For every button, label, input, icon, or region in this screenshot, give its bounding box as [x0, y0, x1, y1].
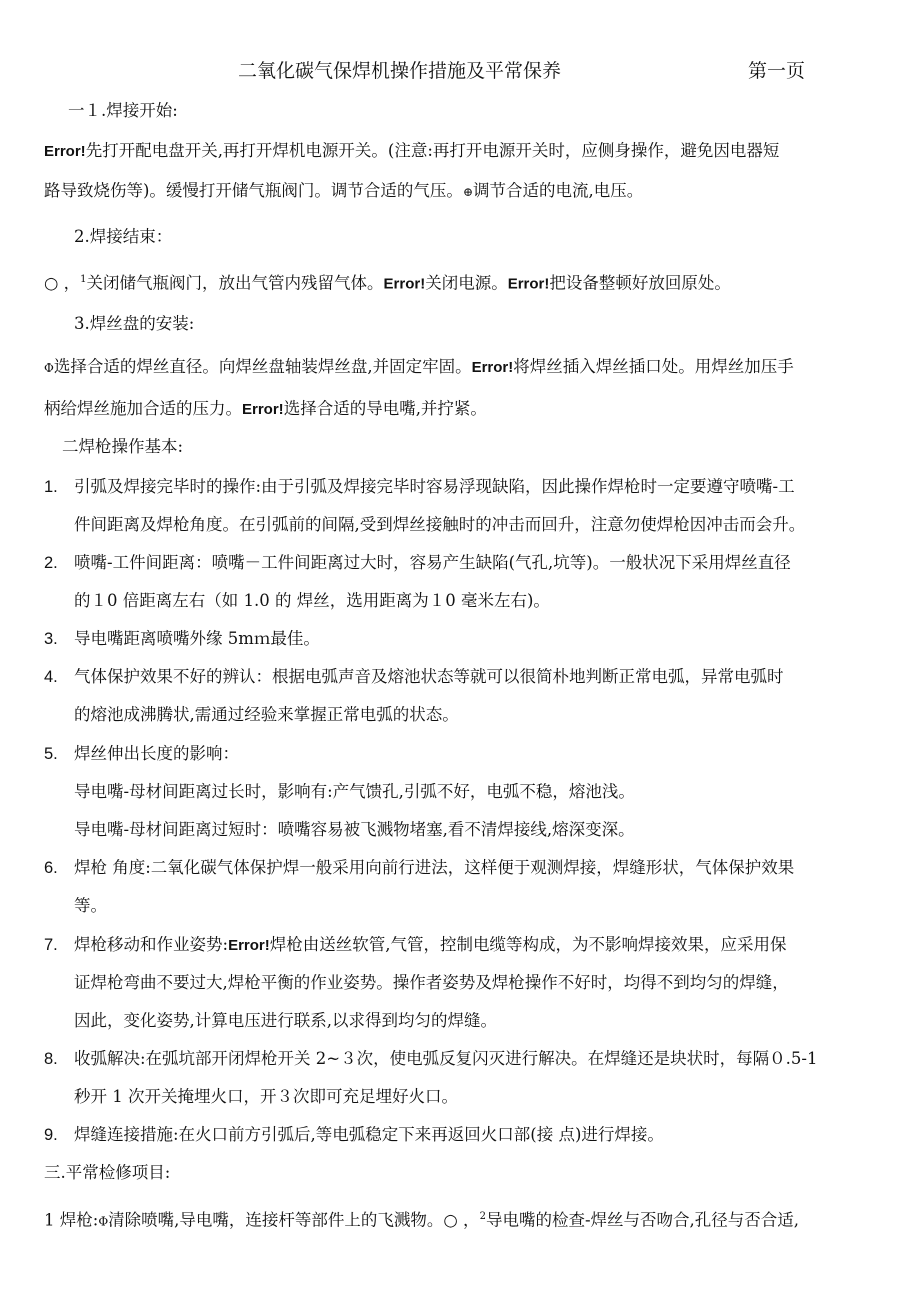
paragraph-spool-line2	[44, 399, 487, 420]
document-title: 二氧化碳气保焊机操作措施及平常保养	[238, 60, 562, 82]
paragraph-start-line1	[44, 141, 779, 162]
paragraph-text: 选择合适的导电嘴,并拧紧。	[283, 399, 487, 418]
paragraph-text: 1 焊枪:	[44, 1210, 99, 1230]
list-number: 7.	[44, 936, 58, 954]
paragraph-text: 将焊丝插入焊丝插口处。用焊丝加压手	[513, 357, 794, 376]
paragraph-text: 先打开配电盘开关,再打开焊机电源开关。(注意:再打开电源开关时，应侧身操作，避免因电器短	[85, 141, 780, 160]
list-item-text: 导电嘴-母材间距离过长时，影响有:产气馈孔,引弧不好，电弧不稳，熔池浅。	[74, 782, 635, 801]
page-label: 第一页	[748, 60, 806, 82]
paragraph-torch-maintenance	[44, 1207, 799, 1232]
phi-symbol-icon: Φ	[44, 361, 54, 375]
list-number: 9.	[44, 1126, 58, 1144]
paragraph-spool-line1	[44, 357, 794, 378]
list-number: 1.	[44, 478, 58, 496]
list-item-text	[74, 935, 787, 956]
section-heading-maintenance: 三.平常检修项目:	[44, 1163, 171, 1182]
list-number: 8.	[44, 1050, 58, 1068]
circle-marker-icon: ○ ，	[443, 1210, 480, 1230]
list-item-text: 证焊枪弯曲不要过大,焊枪平衡的作业姿势。操作者姿势及焊枪操作不好时，均得不到均匀的焊缝，	[74, 973, 789, 992]
subheading-welding-start: 一１.焊接开始:	[68, 101, 178, 120]
phi-symbol-icon: Φ	[98, 1214, 109, 1229]
document-header	[0, 56, 920, 84]
paragraph-text: 清除喷嘴,导电嘴，连接杆等部件上的飞溅物。	[108, 1210, 444, 1230]
list-item-text: 件间距离及焊枪角度。在引弧前的间隔,受到焊丝接触时的冲击而回升，注意勿使焊枪因冲击而会升。	[74, 515, 806, 534]
list-item-text: 焊枪 角度:二氧化碳气体保护焊一般采用向前行进法，这样便于观测焊接，焊缝形状，气体保护效果	[74, 858, 795, 877]
list-item-text: 秒开 1 次开关掩埋火口，开３次即可充足埋好火口。	[74, 1087, 458, 1106]
paragraph-text: 把设备整顿好放回原处。	[549, 273, 731, 293]
list-item-text: 焊缝连接措施:在火口前方引弧后,等电弧稳定下来再返回火口部(接 点)进行焊接。	[74, 1125, 664, 1144]
list-item-text: 等。	[74, 896, 107, 915]
paragraph-text: 关闭电源。	[425, 273, 508, 293]
error-marker: Error!	[228, 937, 270, 954]
list-item-text: 因此，变化姿势,计算电压进行联系,以求得到均匀的焊缝。	[74, 1011, 497, 1030]
section-heading-torch-basics: 二焊枪操作基本:	[62, 437, 184, 456]
list-number: 3.	[44, 630, 58, 648]
superscript-number: 2	[479, 1211, 486, 1222]
list-number: 6.	[44, 859, 58, 877]
paragraph-text: 路导致烧伤等)。缓慢打开储气瓶阀门。调节合适的气压。	[44, 181, 463, 200]
list-number: 2.	[44, 554, 58, 572]
paragraph-end	[44, 270, 731, 295]
circled-symbol-icon: ⊕	[462, 185, 473, 199]
paragraph-text: 焊枪由送丝软管,气管，控制电缆等构成，为不影响焊接效果，应采用保	[269, 935, 787, 954]
list-item-text: 的熔池成沸腾状,需通过经验来掌握正常电弧的状态。	[74, 705, 459, 724]
list-item-text: 导电嘴距离喷嘴外缘 5mｍ最佳。	[74, 629, 320, 648]
list-item-text: 气体保护效果不好的辨认：根据电弧声音及熔池状态等就可以很简朴地判断正常电弧，异常电弧时	[74, 667, 784, 686]
error-marker: Error!	[44, 143, 86, 160]
list-item-text: 焊丝伸出长度的影响：	[74, 744, 239, 763]
paragraph-start-line2	[44, 181, 643, 202]
paragraph-text: 导电嘴的检查-焊丝与否吻合,孔径与否合适,	[485, 1210, 800, 1230]
list-item-text: 的１0 倍距离左右（如 1.0 的 焊丝，选用距离为１0 毫米左右)。	[74, 591, 550, 610]
paragraph-text: 关闭储气瓶阀门，放出气管内残留气体。	[86, 273, 384, 293]
paragraph-text: 调节合适的电流,电压。	[473, 181, 644, 200]
error-marker: Error!	[471, 359, 514, 376]
error-marker: Error!	[242, 401, 284, 418]
list-number: 5.	[44, 745, 58, 763]
list-item-text: 收弧解决:在弧坑部开闭焊枪开关 2~３次，使电弧反复闪灭进行解决。在焊缝还是块状时，每隔０.5-1	[74, 1049, 818, 1068]
error-marker: Error!	[507, 275, 550, 293]
subheading-welding-end: 2.焊接结束：	[74, 227, 173, 246]
list-item-text: 喷嘴-工件间距离：喷嘴－工件间距离过大时，容易产生缺陷(气孔,坑等)。一般状况下采用焊丝直径	[74, 553, 791, 572]
list-number: 4.	[44, 668, 58, 686]
circle-marker-icon: ○ ，	[44, 273, 81, 293]
paragraph-text: 选择合适的焊丝直径。向焊丝盘轴装焊丝盘,并固定牢固。	[53, 357, 472, 376]
error-marker: Error!	[383, 275, 426, 293]
list-item-text: 导电嘴-母材间距离过短时：喷嘴容易被飞溅物堵塞,看不清焊接线,熔深变深。	[74, 820, 635, 839]
paragraph-text: 柄给焊丝施加合适的压力。	[44, 399, 242, 418]
list-item-text: 引弧及焊接完毕时的操作:由于引弧及焊接完毕时容易浮现缺陷，因此操作焊枪时一定要遵守喷嘴-工	[74, 477, 795, 496]
paragraph-text: 焊枪移动和作业姿势:	[74, 935, 229, 954]
superscript-number: 1	[80, 274, 87, 285]
subheading-wire-spool: 3.焊丝盘的安装:	[74, 314, 195, 333]
